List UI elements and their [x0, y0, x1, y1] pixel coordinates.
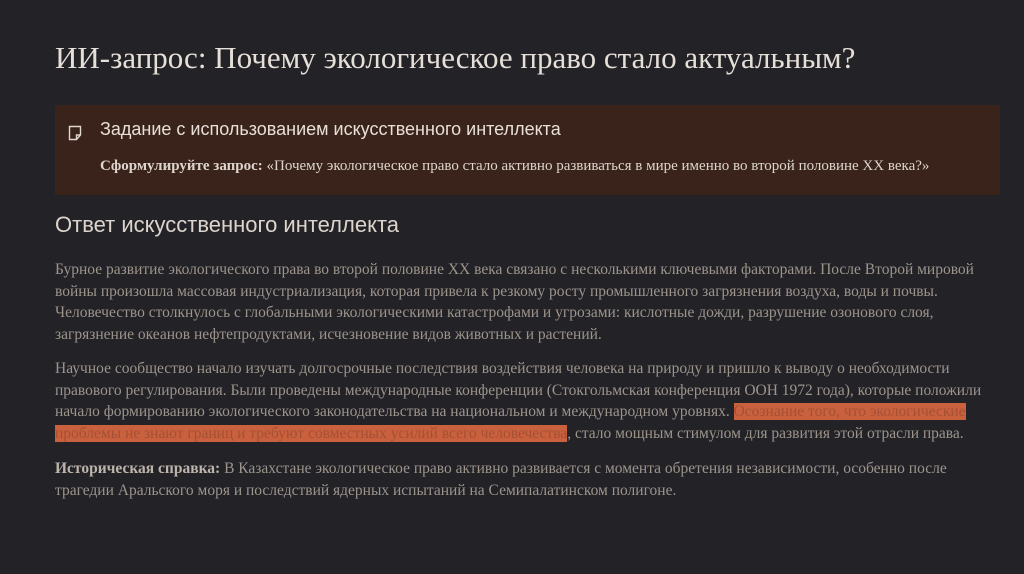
history-text: В Казахстане экологическое право активно развивается с момента обретения независимости, особенно после трагедии Аральского моря и последствий ядерных испытаний на Семипалатинском полигоне.: [55, 460, 947, 499]
task-query: [100, 158, 929, 175]
query-label: Сформулируйте запрос:: [100, 158, 263, 174]
answer-paragraph-1: Бурное развитие экологического права во второй половине XX века связано с несколькими ключевыми факторами. После Второй мировой войны произошла массовая индустриализация, которая привела к резкому росту промышленного загрязнения воздуха, воды и почвы. Человечество столкнулось с глобальными экологическими катастрофами и угрозами: кислотные дожди, разрушение озонового слоя, загрязнение океанов нефтепродуктами, исчезновение видов животных и растений.: [55, 261, 974, 343]
paragraph-2-end: , стало мощным стимулом для развития этой отрасли права.: [567, 424, 964, 442]
query-text: «Почему экологическое право стало активно развиваться в мире именно во второй половине XX века?»: [262, 158, 930, 174]
answer-paragraph-2: [55, 358, 985, 444]
highlighted-text: Осознание того, что экологические проблемы не знают границ и требуют совместных усилий всего человечества: [55, 403, 966, 442]
task-box: [55, 105, 1000, 195]
paragraph-2-start: Научное сообщество начало изучать долгосрочные последствия воздействия человека на природу и пришло к выводу о необходимости правового регулирования. Были проведены международные конференции (Стокгольмская конференция ООН 1972 года), которые положили начало формированию экологического законодательства на национальном и международном уровнях.: [55, 360, 982, 420]
history-note: [55, 458, 985, 501]
task-heading: Задание с использованием искусственного интеллекта: [100, 119, 561, 139]
answer-title: Ответ искусственного интеллекта: [55, 212, 400, 237]
note-icon: [68, 125, 82, 141]
history-label: Историческая справка:: [55, 460, 221, 477]
page-title: ИИ-запрос: Почему экологическое право стало актуальным?: [55, 40, 856, 75]
